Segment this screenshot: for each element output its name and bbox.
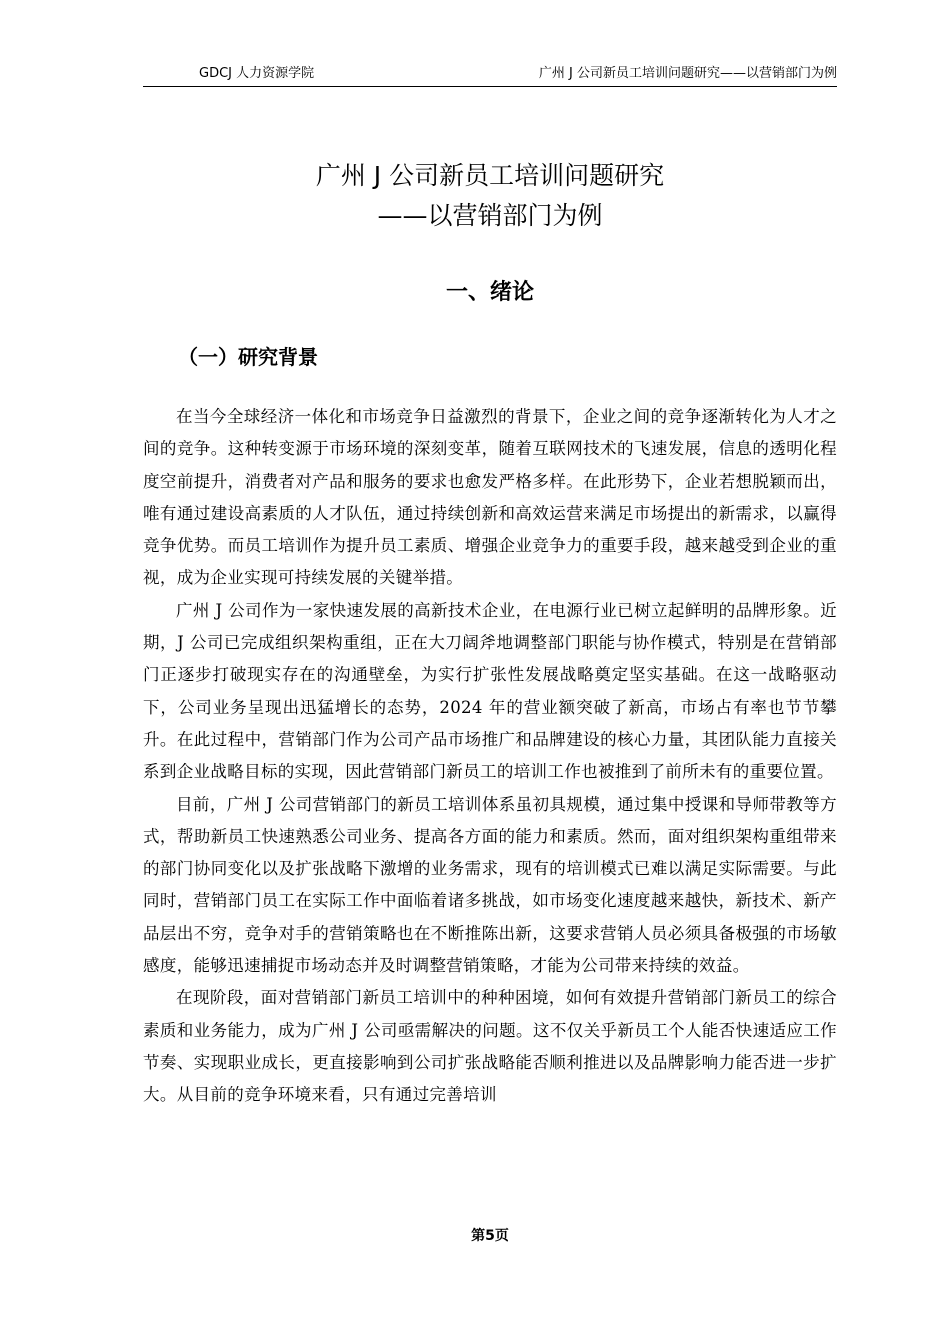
- paragraph: 目前，广州 J 公司营销部门的新员工培训体系虽初具规模，通过集中授课和导师带教等方式，帮助新员工快速熟悉公司业务、提高各方面的能力和素质。然而，面对组织架构重组带来的部门协同变化以及扩张战略下激增的业务需求，现有的培训模式已难以满足实际需要。与此同时，营销部门员工在实际工作中面临着诸多挑战，如市场变化速度越来越快，新技术、新产品层出不穷，竞争对手的营销策略也在不断推陈出新，这要求营销人员必须具备极强的市场敏感度，能够迅速捕捉市场动态并及时调整营销策略，才能为公司带来持续的效益。: [143, 794, 837, 976]
- paragraph: 在现阶段，面对营销部门新员工培训中的种种困境，如何有效提升营销部门新员工的综合素质和业务能力，成为广州 J 公司亟需解决的问题。这不仅关乎新员工个人能否快速适应工作节奏、实现职业成长，更直接影响到公司扩张战略能否顺利推进以及品牌影响力能否进一步扩大。从目前的竞争环境来看，只有通过完善培训: [143, 988, 837, 1105]
- header-running-title: 广州 J 公司新员工培训问题研究——以营销部门为例: [538, 66, 837, 81]
- subsection-heading: （一）研究背景: [178, 345, 318, 369]
- title-line-1: 广州 J 公司新员工培训问题研究: [315, 161, 665, 190]
- title-line-2: ——以营销部门为例: [377, 201, 603, 230]
- page-header: [143, 62, 837, 87]
- paragraph: 广州 J 公司作为一家快速发展的高新技术企业，在电源行业已树立起鲜明的品牌形象。近期，J 公司已完成组织架构重组，正在大刀阔斧地调整部门职能与协作模式，特别是在营销部门正逐步打破现实存在的沟通壁垒，为实行扩张性发展战略奠定坚实基础。在这一战略驱动下，公司业务呈现出迅猛增长的态势，2024 年的营业额突破了新高，市场占有率也节节攀升。在此过程中，营销部门作为公司产品市场推广和品牌建设的核心力量，其团队能力直接关系到企业战略目标的实现，因此营销部门新员工的培训工作也被推到了前所未有的重要位置。: [143, 600, 837, 782]
- body-text: [143, 401, 837, 1112]
- paragraph: 在当今全球经济一体化和市场竞争日益激烈的背景下，企业之间的竞争逐渐转化为人才之间的竞争。这种转变源于市场环境的深刻变革，随着互联网技术的飞速发展，信息的透明化程度空前提升，消费者对产品和服务的要求也愈发严格多样。在此形势下，企业若想脱颖而出，唯有通过建设高素质的人才队伍，通过持续创新和高效运营来满足市场提出的新需求，以赢得竞争优势。而员工培训作为提升员工素质、增强企业竞争力的重要手段，越来越受到企业的重视，成为企业实现可持续发展的关键举措。: [143, 407, 837, 588]
- header-institution: GDCJ 人力资源学院: [199, 66, 315, 81]
- page-number: 第5页: [471, 1228, 509, 1244]
- section-heading: 一、绪论: [445, 280, 534, 305]
- document-title: [143, 156, 837, 236]
